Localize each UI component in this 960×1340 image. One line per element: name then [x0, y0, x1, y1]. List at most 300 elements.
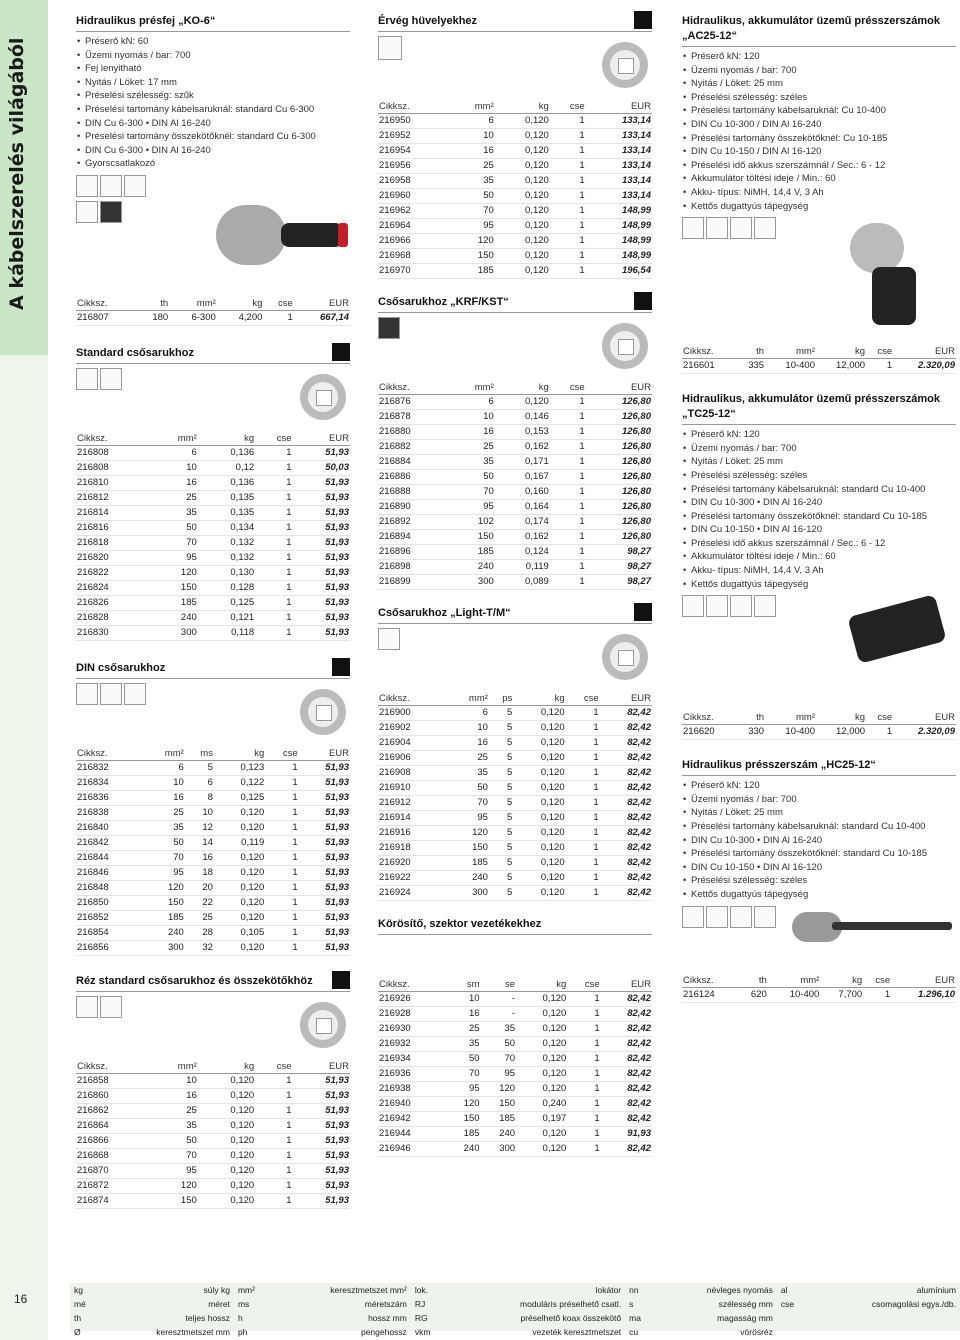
- column-header: kg: [820, 974, 863, 988]
- krf-table: [378, 381, 652, 590]
- column-header: mm²: [446, 692, 489, 706]
- section-title: Hidraulikus, akkumulátor üzemű présszerszámok „AC25-12“: [682, 14, 956, 47]
- table-cell: 216848: [76, 880, 143, 895]
- table-cell: 1: [550, 129, 586, 144]
- spec-item: • Préselési tartomány kábelsaruknál: standard Cu 10-400: [682, 820, 956, 834]
- spec-item: • Nyitás / Löket: 25 mm: [682, 806, 956, 820]
- legend-meaning: [811, 1325, 960, 1339]
- table-cell: 216830: [76, 625, 151, 640]
- table-cell: 5: [489, 736, 513, 751]
- table-cell: 216828: [76, 610, 151, 625]
- e-typ-stamp-icon: [100, 201, 122, 223]
- table-row: [378, 144, 652, 159]
- table-cell: 102: [450, 515, 495, 530]
- table-cell: 70: [151, 1148, 198, 1163]
- price-cell: 126,80: [586, 425, 652, 440]
- price-cell: 148,99: [586, 204, 652, 219]
- table-cell: 25: [151, 1103, 198, 1118]
- column-header: mm²: [765, 711, 816, 725]
- table-cell: 216886: [378, 470, 450, 485]
- table-cell: 240: [446, 871, 489, 886]
- table-cell: 0,120: [516, 1007, 567, 1022]
- table-row: [378, 992, 652, 1007]
- table-cell: 0,120: [513, 841, 565, 856]
- table-row: [76, 505, 350, 520]
- legend-meaning: névleges nyomás: [706, 1285, 773, 1295]
- legend-row: [70, 1283, 960, 1297]
- table-cell: 216918: [378, 841, 446, 856]
- table-cell: 1: [567, 1127, 600, 1142]
- table-row: [76, 1148, 350, 1163]
- legend-abbr: al: [780, 1285, 788, 1295]
- table-cell: 0,120: [513, 856, 565, 871]
- table-cell: 216932: [378, 1037, 445, 1052]
- table-cell: 1: [255, 595, 292, 610]
- price-cell: 82,42: [600, 706, 652, 721]
- table-cell: 216960: [378, 189, 450, 204]
- table-cell: 1: [265, 940, 298, 955]
- legend-meaning: moduláris préselhető csatl.: [520, 1299, 622, 1309]
- din-stamp-icon: [706, 217, 728, 239]
- table-cell: 1: [255, 490, 292, 505]
- table-cell: 35: [450, 174, 495, 189]
- legend-abbr: ms: [237, 1299, 250, 1309]
- table-cell: 1: [550, 234, 586, 249]
- legend-abbr: th: [74, 1313, 82, 1323]
- table-row: [378, 575, 652, 590]
- column-header: EUR: [891, 974, 956, 988]
- price-cell: 126,80: [586, 410, 652, 425]
- legend-abbr: h: [237, 1313, 243, 1323]
- price-cell: 51,93: [299, 835, 350, 850]
- legend-abbr: mm²: [237, 1285, 255, 1295]
- table-cell: 1: [567, 1097, 600, 1112]
- table-row: [76, 850, 350, 865]
- table-cell: 1: [550, 455, 586, 470]
- table-cell: 0,120: [516, 1082, 567, 1097]
- table-cell: 216820: [76, 550, 151, 565]
- spec-item: • DIN Cu 10-300 • DIN Al 16-240: [682, 834, 956, 848]
- price-cell: 133,14: [586, 174, 652, 189]
- table-cell: 0,240: [516, 1097, 567, 1112]
- standard-stamp-icon: [682, 595, 704, 617]
- table-cell: 10: [151, 460, 198, 475]
- table-cell: 25: [143, 805, 185, 820]
- standard-stamp-icon: [100, 996, 122, 1018]
- erveg-table: [378, 100, 652, 279]
- table-cell: 216890: [378, 500, 450, 515]
- table-cell: 5: [489, 811, 513, 826]
- table-cell: 5: [489, 841, 513, 856]
- lever-handle-icon: [832, 922, 952, 930]
- spec-item: • Préselési szélesség: szűk: [76, 89, 350, 103]
- table-cell: 240: [143, 925, 185, 940]
- table-cell: 150: [450, 530, 495, 545]
- table-cell: 1: [567, 1007, 600, 1022]
- die-image-area: [378, 317, 652, 377]
- table-cell: 20: [185, 880, 214, 895]
- price-cell: 82,42: [600, 856, 652, 871]
- table-cell: 1: [550, 410, 586, 425]
- section-title: Körösítő, szektor vezetékekhez: [378, 917, 652, 935]
- column-header: Cikksz.: [378, 978, 445, 992]
- table-row: [76, 535, 350, 550]
- spec-list: [682, 428, 956, 591]
- table-row: [76, 565, 350, 580]
- table-cell: 16: [185, 850, 214, 865]
- battery-tool-icon: [847, 594, 946, 664]
- table-row: [76, 1103, 350, 1118]
- price-cell: 51,93: [293, 610, 350, 625]
- price-cell: 82,42: [601, 1007, 652, 1022]
- legend-abbr: cu: [629, 1327, 639, 1337]
- column-header: mm²: [169, 297, 217, 311]
- table-cell: 5: [489, 886, 513, 901]
- table-cell: 1: [265, 910, 298, 925]
- standard-stamp-icon: [682, 217, 704, 239]
- table-row: [378, 159, 652, 174]
- table-cell: 216810: [76, 475, 151, 490]
- table-cell: 5: [489, 751, 513, 766]
- table-row: [378, 826, 652, 841]
- table-cell: 1: [566, 871, 600, 886]
- table-cell: 216846: [76, 865, 143, 880]
- table-cell: 35: [151, 1118, 198, 1133]
- spec-item: • Préselési szélesség: széles: [682, 91, 956, 105]
- price-cell: 98,27: [586, 545, 652, 560]
- die-image-area: [378, 628, 652, 688]
- table-cell: 216924: [378, 886, 446, 901]
- table-cell: 0,132: [198, 535, 255, 550]
- page-number: 16: [14, 1292, 28, 1306]
- table-row: [76, 610, 350, 625]
- spec-item: • Préserő kN: 120: [682, 50, 956, 64]
- price-cell: 133,14: [586, 144, 652, 159]
- price-cell: 133,14: [586, 159, 652, 174]
- table-cell: 10-400: [765, 359, 816, 374]
- table-cell: 0,120: [516, 992, 567, 1007]
- column-header: cse: [566, 692, 600, 706]
- table-row: [76, 910, 350, 925]
- table-cell: 216876: [378, 395, 450, 410]
- spec-list: [76, 35, 350, 171]
- price-cell: 148,99: [586, 234, 652, 249]
- die-ring-icon: [300, 1002, 346, 1048]
- table-cell: 216944: [378, 1127, 445, 1142]
- table-cell: 0,120: [198, 1073, 255, 1088]
- table-cell: 1: [550, 159, 586, 174]
- table-cell: 0,132: [198, 550, 255, 565]
- table-row: [378, 1052, 652, 1067]
- table-cell: 10: [450, 129, 495, 144]
- table-row: [378, 545, 652, 560]
- column-header: kg: [816, 345, 866, 359]
- table-row: [76, 835, 350, 850]
- spec-item: • Akkumulátor töltési ideje / Min.: 60: [682, 172, 956, 186]
- table-cell: 1: [255, 1088, 292, 1103]
- column-header: kg: [513, 692, 565, 706]
- table-row: [378, 470, 652, 485]
- legend-abbr: mé: [74, 1299, 86, 1309]
- table-cell: 0,125: [214, 790, 265, 805]
- spec-item: • Préselési tartomány kábelsaruknál: standard Cu 10-400: [682, 483, 956, 497]
- table-cell: 16: [446, 736, 489, 751]
- price-cell: 51,93: [299, 760, 350, 775]
- table-row: [76, 775, 350, 790]
- legend-abbr: cse: [780, 1299, 795, 1309]
- price-cell: 51,93: [299, 805, 350, 820]
- column-header: kg: [198, 1060, 255, 1074]
- table-cell: 216920: [378, 856, 446, 871]
- product-image-area: [76, 175, 350, 293]
- table-cell: 1: [567, 1037, 600, 1052]
- table-cell: 1: [255, 445, 292, 460]
- spec-item: • Préserő kN: 120: [682, 428, 956, 442]
- table-cell: 216601: [682, 359, 736, 374]
- column-header: EUR: [586, 381, 652, 395]
- table-row: [378, 189, 652, 204]
- table-cell: 0,120: [495, 219, 550, 234]
- price-cell: 133,14: [586, 129, 652, 144]
- table-cell: 1: [550, 500, 586, 515]
- price-cell: 98,27: [586, 560, 652, 575]
- table-row: [76, 310, 350, 325]
- die-ring-icon: [300, 374, 346, 420]
- spec-list: [682, 779, 956, 901]
- table-cell: 5: [489, 706, 513, 721]
- table-cell: 0,162: [495, 530, 550, 545]
- table-row: [378, 721, 652, 736]
- standard-stamp-icon: [682, 906, 704, 928]
- column-header: th: [736, 345, 765, 359]
- column-header: ms: [185, 747, 214, 761]
- light-table: [378, 692, 652, 901]
- tc25-table: [682, 711, 956, 740]
- price-cell: 82,42: [601, 1082, 652, 1097]
- table-cell: 95: [151, 1163, 198, 1178]
- table-cell: 5: [489, 826, 513, 841]
- table-cell: 95: [446, 811, 489, 826]
- price-cell: 82,42: [600, 781, 652, 796]
- legend-meaning: teljes hossz: [185, 1313, 230, 1323]
- hc25-table: [682, 974, 956, 1003]
- table-cell: 0,120: [513, 826, 565, 841]
- table-cell: 12,000: [816, 359, 866, 374]
- price-cell: 82,42: [601, 1097, 652, 1112]
- table-cell: 1: [567, 1082, 600, 1097]
- table-cell: 216850: [76, 895, 143, 910]
- table-cell: 1: [265, 880, 298, 895]
- table-cell: 18: [185, 865, 214, 880]
- table-row: [378, 1127, 652, 1142]
- table-cell: 0,119: [214, 835, 265, 850]
- price-cell: 51,93: [299, 820, 350, 835]
- table-row: [76, 1193, 350, 1208]
- table-row: [76, 490, 350, 505]
- column-header: th: [137, 297, 169, 311]
- table-cell: 25: [185, 910, 214, 925]
- table-cell: 5: [489, 766, 513, 781]
- table-cell: 22: [185, 895, 214, 910]
- table-cell: 1: [863, 987, 891, 1002]
- table-cell: 185: [151, 595, 198, 610]
- spec-item: • Nyitás / Löket: 25 mm: [682, 77, 956, 91]
- legend-abbr: ph: [237, 1327, 248, 1337]
- table-cell: 25: [445, 1022, 481, 1037]
- price-cell: 82,42: [600, 811, 652, 826]
- price-cell: 126,80: [586, 395, 652, 410]
- legend-row: [70, 1325, 960, 1339]
- table-cell: 50: [143, 835, 185, 850]
- table-row: [378, 1112, 652, 1127]
- table-cell: 1: [255, 580, 292, 595]
- price-cell: 126,80: [586, 440, 652, 455]
- die-image-area: [76, 368, 350, 428]
- price-cell: 82,42: [600, 886, 652, 901]
- table-cell: 0,12: [198, 460, 255, 475]
- table-cell: 16: [151, 475, 198, 490]
- table-cell: 1: [566, 841, 600, 856]
- table-cell: 35: [445, 1037, 481, 1052]
- table-cell: 216812: [76, 490, 151, 505]
- table-cell: 300: [151, 625, 198, 640]
- legend-meaning: pengehossz: [360, 1327, 407, 1337]
- table-cell: 216872: [76, 1178, 151, 1193]
- table-cell: 0,120: [214, 805, 265, 820]
- table-cell: 216818: [76, 535, 151, 550]
- table-cell: 120: [446, 826, 489, 841]
- column-header: Cikksz.: [76, 297, 137, 311]
- table-cell: 216834: [76, 775, 143, 790]
- table-cell: 216942: [378, 1112, 445, 1127]
- table-cell: 185: [446, 856, 489, 871]
- table-cell: 216926: [378, 992, 445, 1007]
- table-cell: 10-400: [768, 987, 821, 1002]
- section-title: Csősarukhoz „Light-T/M“: [378, 606, 652, 624]
- column-header: cse: [265, 747, 298, 761]
- table-cell: 50: [450, 470, 495, 485]
- table-cell: 216952: [378, 129, 450, 144]
- table-cell: 216882: [378, 440, 450, 455]
- price-cell: 51,93: [293, 490, 350, 505]
- price-cell: 51,93: [293, 445, 350, 460]
- table-row: [76, 625, 350, 640]
- price-cell: 51,93: [293, 1148, 350, 1163]
- table-cell: 1: [265, 865, 298, 880]
- table-row: [378, 1022, 652, 1037]
- table-cell: 1: [567, 1052, 600, 1067]
- column-header: th: [736, 711, 765, 725]
- die-image-area: [76, 996, 350, 1056]
- table-cell: 1: [255, 1178, 292, 1193]
- table-cell: 1: [567, 992, 600, 1007]
- table-cell: 216956: [378, 159, 450, 174]
- table-cell: 216898: [378, 560, 450, 575]
- table-cell: 0,120: [516, 1022, 567, 1037]
- table-cell: 12,000: [816, 725, 866, 740]
- table-cell: 0,120: [516, 1127, 567, 1142]
- table-row: [76, 760, 350, 775]
- table-row: [378, 530, 652, 545]
- table-row: [378, 856, 652, 871]
- table-row: [76, 865, 350, 880]
- table-cell: 95: [450, 219, 495, 234]
- spec-item: • DIN Cu 10-300 • DIN Al 16-240: [682, 496, 956, 510]
- column-header: Cikksz.: [76, 1060, 151, 1074]
- din-table: [76, 747, 350, 956]
- price-cell: 196,54: [586, 264, 652, 279]
- column-header: cse: [550, 100, 586, 114]
- table-row: [76, 1163, 350, 1178]
- table-cell: 0,120: [516, 1067, 567, 1082]
- legend-meaning: magasság mm: [717, 1313, 773, 1323]
- table-cell: 216866: [76, 1133, 151, 1148]
- table-cell: 1: [265, 805, 298, 820]
- column-header: EUR: [293, 1060, 350, 1074]
- table-cell: 50: [151, 520, 198, 535]
- table-cell: 70: [446, 796, 489, 811]
- table-row: [76, 1088, 350, 1103]
- table-cell: 0,120: [513, 766, 565, 781]
- column-header: Cikksz.: [378, 100, 450, 114]
- spec-item: • Fej lenyitható: [76, 62, 350, 76]
- table-cell: 620: [738, 987, 768, 1002]
- die-ring-icon: [602, 323, 648, 369]
- table-cell: 0,174: [495, 515, 550, 530]
- ferrule-stamp-icon: [378, 36, 402, 60]
- spec-item: • DIN Cu 6-300 • DIN Al 16-240: [76, 144, 350, 158]
- din-stamp-icon: [124, 175, 146, 197]
- price-cell: 51,93: [293, 1193, 350, 1208]
- table-row: [682, 987, 956, 1002]
- legend-meaning: lokátor: [595, 1285, 622, 1295]
- table-cell: 216620: [682, 725, 736, 740]
- section-title: Réz standard csősarukhoz és összekötőkhöz: [76, 974, 350, 992]
- legend-table: [70, 1283, 960, 1339]
- price-cell: 82,42: [600, 826, 652, 841]
- legend-meaning: vezeték keresztmetszet: [532, 1327, 622, 1337]
- spec-item: • Préselési tartomány összekötőknél: standard Cu 10-185: [682, 847, 956, 861]
- column-header: EUR: [586, 100, 652, 114]
- table-cell: 1: [255, 1103, 292, 1118]
- table-cell: 120: [481, 1082, 517, 1097]
- table-cell: 0,120: [214, 850, 265, 865]
- table-row: [76, 460, 350, 475]
- column-header: cse: [263, 297, 293, 311]
- table-cell: 0,120: [513, 871, 565, 886]
- table-row: [378, 811, 652, 826]
- table-row: [378, 395, 652, 410]
- din-stamp-icon: [76, 683, 98, 705]
- table-row: [378, 114, 652, 129]
- column-header: mm²: [768, 974, 821, 988]
- din-stamp-icon: [706, 595, 728, 617]
- legend-abbr: RJ: [414, 1299, 426, 1309]
- price-cell: 51,93: [293, 595, 350, 610]
- table-cell: 16: [143, 790, 185, 805]
- spec-item: • Préselési tartomány kábelsaruknál: standard Cu 6-300: [76, 103, 350, 117]
- table-cell: 35: [481, 1022, 517, 1037]
- table-row: [378, 1037, 652, 1052]
- table-cell: 150: [446, 841, 489, 856]
- table-cell: 1: [255, 1073, 292, 1088]
- column-header: mm²: [450, 381, 495, 395]
- legend-abbr: nn: [629, 1285, 639, 1295]
- table-row: [378, 204, 652, 219]
- table-cell: 0,120: [513, 811, 565, 826]
- table-row: [76, 1073, 350, 1088]
- column-header: kg: [495, 100, 550, 114]
